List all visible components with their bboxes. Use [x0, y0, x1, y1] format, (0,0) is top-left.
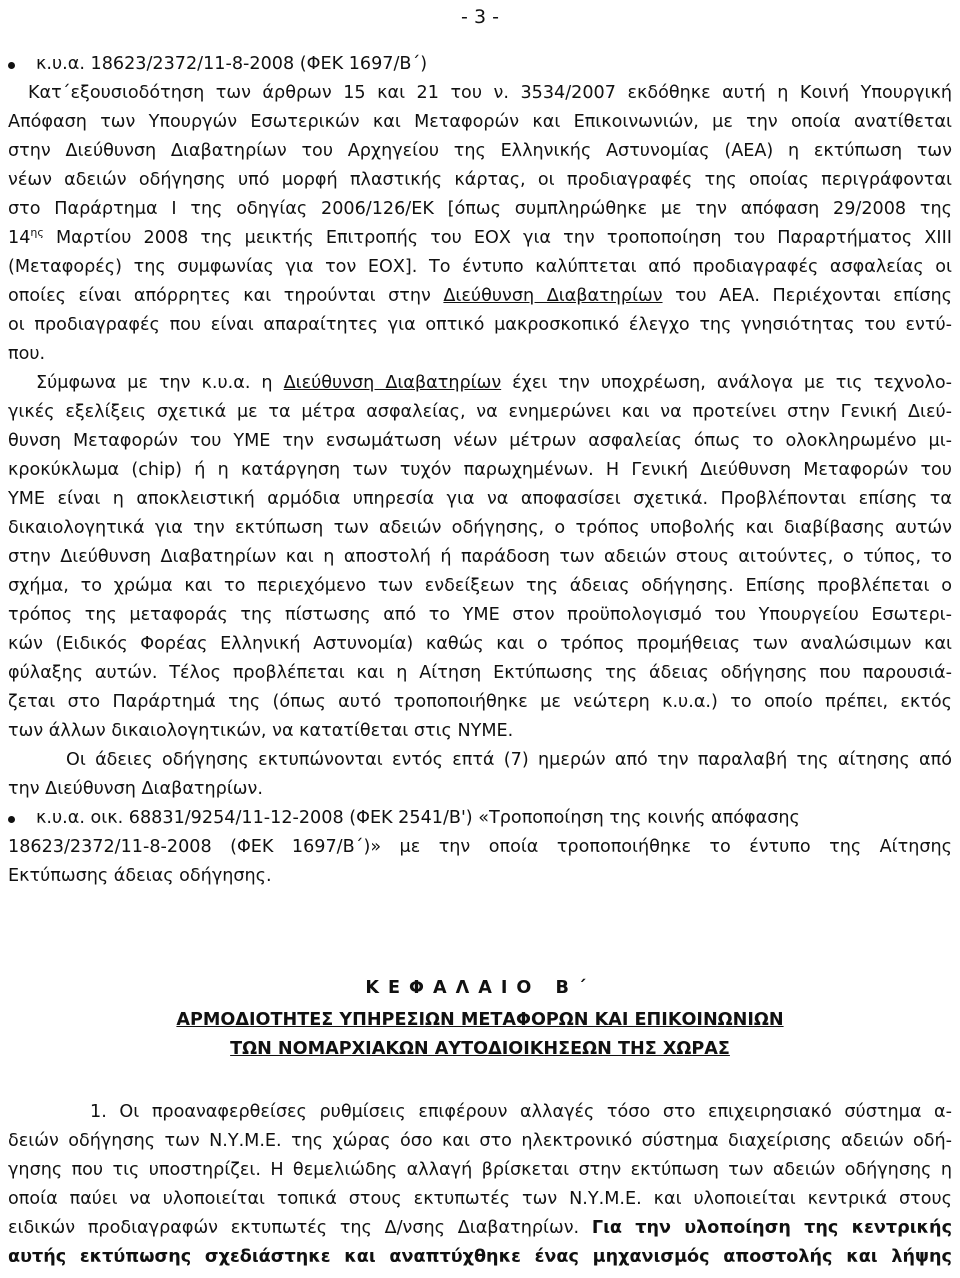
text-line: γικές εξελίξεις σχετικά με τα μέτρα ασφαλείας, να ενημερώνει και να προτείνει στην Γενική Διεύ- — [8, 402, 952, 422]
text-line: κροκύκλωμα (chip) ή η κατάργηση των τυχόν παρωχημένων. Η Γενική Διεύθυνση Μεταφορών του — [8, 460, 952, 480]
text-line: που. — [8, 344, 46, 364]
text-line: Σύμφωνα με την κ.υ.α. η Διεύθυνση Διαβατηρίων έχει την υποχρέωση, ανάλογα με τις τεχνολο- — [36, 373, 952, 393]
text-line: οποία παύει να υλοποιείται τοπικά στους εκτυπωτές των Ν.Υ.Μ.Ε. και υλοποιείται κεντρικά στους — [8, 1189, 952, 1209]
text-line: νέων αδειών οδήγησης υπό μορφή πλαστικής κάρτας, οι προδιαγραφές της οποίας περιγράφονται — [8, 170, 952, 190]
chapter-heading: ΤΩΝ ΝΟΜΑΡΧΙΑΚΩΝ ΑΥΤΟΔΙΟΙΚΗΣΕΩΝ ΤΗΣ ΧΩΡΑΣ — [230, 1039, 730, 1059]
text-line: τρόπος της μεταφοράς της πίστωσης από το ΥΜΕ στον προϋπολογισμό του Υπουργείου Εσωτερι- — [8, 605, 952, 625]
text-line: ειδικών προδιαγραφών εκτυπωτές της Δ/νσης Διαβατηρίων. Για την υλοποίηση της κεντρικής — [8, 1218, 953, 1238]
text-line: στην Διεύθυνση Διαβατηρίων του Αρχηγείου της Ελληνικής Αστυνομίας (ΑΕΑ) η εκτύπωση των — [8, 141, 952, 161]
text-line: Οι άδειες οδήγησης εκτυπώνονται εντός επτά (7) ημερών από την παραλαβή της αίτησης από — [66, 750, 952, 770]
text-line: αυτής εκτύπωσης σχεδιάστηκε και αναπτύχθηκε ένας μηχανισμός αποστολής και λήψης — [8, 1247, 952, 1267]
text-line: την Διεύθυνση Διαβατηρίων. — [8, 779, 263, 799]
text-line: στην Διεύθυνση Διαβατηρίων και η αποστολή ή παράδοση των αδειών στους αιτούντες, ο τύπος, το — [8, 547, 952, 567]
underlined-term: Διεύθυνση Διαβατηρίων — [283, 373, 502, 393]
bullet-icon — [8, 62, 15, 69]
text-line: ΥΜΕ είναι η αποκλειστική αρμόδια υπηρεσία για να αποφασίσει σχετικά. Προβλέπονται επίσης τα — [8, 489, 952, 509]
text-line: ζεται στο Παράρτημά της (όπως αυτό τροποποιήθηκε με νεώτερη κ.υ.α.) το οποίο πρέπει, εκτός — [8, 692, 952, 712]
text-line: Απόφαση των Υπουργών Εσωτερικών και Μεταφορών και Επικοινωνιών, με την οποία ανατίθεται — [8, 112, 952, 132]
text-line: (Μεταφορές) της συμφωνίας για τον ΕΟΧ]. Το έντυπο καλύπτεται από προδιαγραφές ασφαλείας οι — [8, 257, 952, 277]
bullet-text: κ.υ.α. 18623/2372/11-8-2008 (ΦΕΚ 1697/Β΄) — [36, 54, 428, 74]
text-line: θυνση Μεταφορών του ΥΜΕ την ενσωμάτωση νέων μέτρων ασφαλείας όπως το ολοκληρωμένο μι- — [8, 431, 952, 451]
underlined-term: Διεύθυνση Διαβατηρίων — [443, 286, 663, 306]
text-line: κών (Ειδικός Φορέας Ελληνική Αστυνομία) καθώς και ο τρόπος προμήθειας των αναλώσιμων και — [8, 634, 952, 654]
chapter-title: ΚΕΦΑΛΑΙΟ Β΄ — [365, 978, 595, 998]
text-line: γησης που τις υποστηρίζει. Η θεμελιώδης αλλαγή βρίσκεται στην εκτύπωση των αδειών οδήγησης η — [8, 1160, 952, 1180]
chapter-heading: ΑΡΜΟΔΙΟΤΗΤΕΣ ΥΠΗΡΕΣΙΩΝ ΜΕΤΑΦΟΡΩΝ ΚΑΙ ΕΠΙΚΟΙΝΩΝΙΩΝ — [176, 1010, 784, 1030]
bullet-item-2 — [8, 804, 952, 833]
text-line: δικαιολογητικά για την εκτύπωση των αδειών οδήγησης, ο τρόπος υποβολής και διαβίβασης αυτών — [8, 518, 952, 538]
text-line: $14^{\eta\varsigma}$ Μαρτίου 2008 της μεικτής Επιτροπής του ΕΟΧ για την τροποποίηση του Παραρτήματος XIII — [8, 226, 952, 248]
text-line: Κατ΄εξουσιοδότηση των άρθρων 15 και 21 του ν. 3534/2007 εκδόθηκε αυτή η Κοινή Υπουργική — [28, 83, 952, 103]
text-line: φύλαξης αυτών. Τέλος προβλέπεται και η Αίτηση Εκτύπωσης της άδειας οδήγησης που παρουσιά- — [8, 663, 952, 683]
text-line: των άλλων δικαιολογητικών, να κατατίθεται στις ΝΥΜΕ. — [8, 721, 514, 741]
bullet-text: κ.υ.α. οικ. 68831/9254/11-12-2008 (ΦΕΚ 2541/Β') «Τροποποίηση της κοινής απόφασης — [36, 808, 800, 828]
text-line: στο Παράρτημα Ι της οδηγίας 2006/126/ΕΚ [όπως συμπληρώθηκε με την απόφαση 29/2008 της — [8, 199, 952, 219]
text-line: οι προδιαγραφές που είναι απαραίτητες για οπτικό μακροσκοπικό έλεγχο της γνησιότητας του εντύ- — [8, 315, 952, 335]
page-number: - 3 - — [461, 6, 499, 28]
text-line: σχήμα, το χρώμα και το περιεχόμενο των ενδείξεων της άδειας οδήγησης. Επίσης προβλέπεται ο — [8, 576, 952, 596]
text-line: δειών οδήγησης των Ν.Υ.Μ.Ε. της χώρας όσο και στο ηλεκτρονικό σύστημα διαχείρισης αδειών οδή- — [8, 1131, 952, 1151]
bullet-item-1 — [8, 50, 952, 79]
text-line: Εκτύπωσης άδειας οδήγησης. — [8, 866, 272, 886]
text-line: οποίες είναι απόρρητες και τηρούνται στην Διεύθυνση Διαβατηρίων του ΑΕΑ. Περιέχονται επίσης — [8, 286, 952, 306]
bullet-icon — [8, 816, 15, 823]
text-line: 1. Οι προαναφερθείσες ρυθμίσεις επιφέρουν αλλαγές τόσο στο επιχειρησιακό σύστημα α- — [90, 1102, 952, 1122]
text-line: 18623/2372/11-8-2008 (ΦΕΚ 1697/Β΄)» με την οποία τροποποιήθηκε το έντυπο της Αίτησης — [8, 837, 952, 857]
